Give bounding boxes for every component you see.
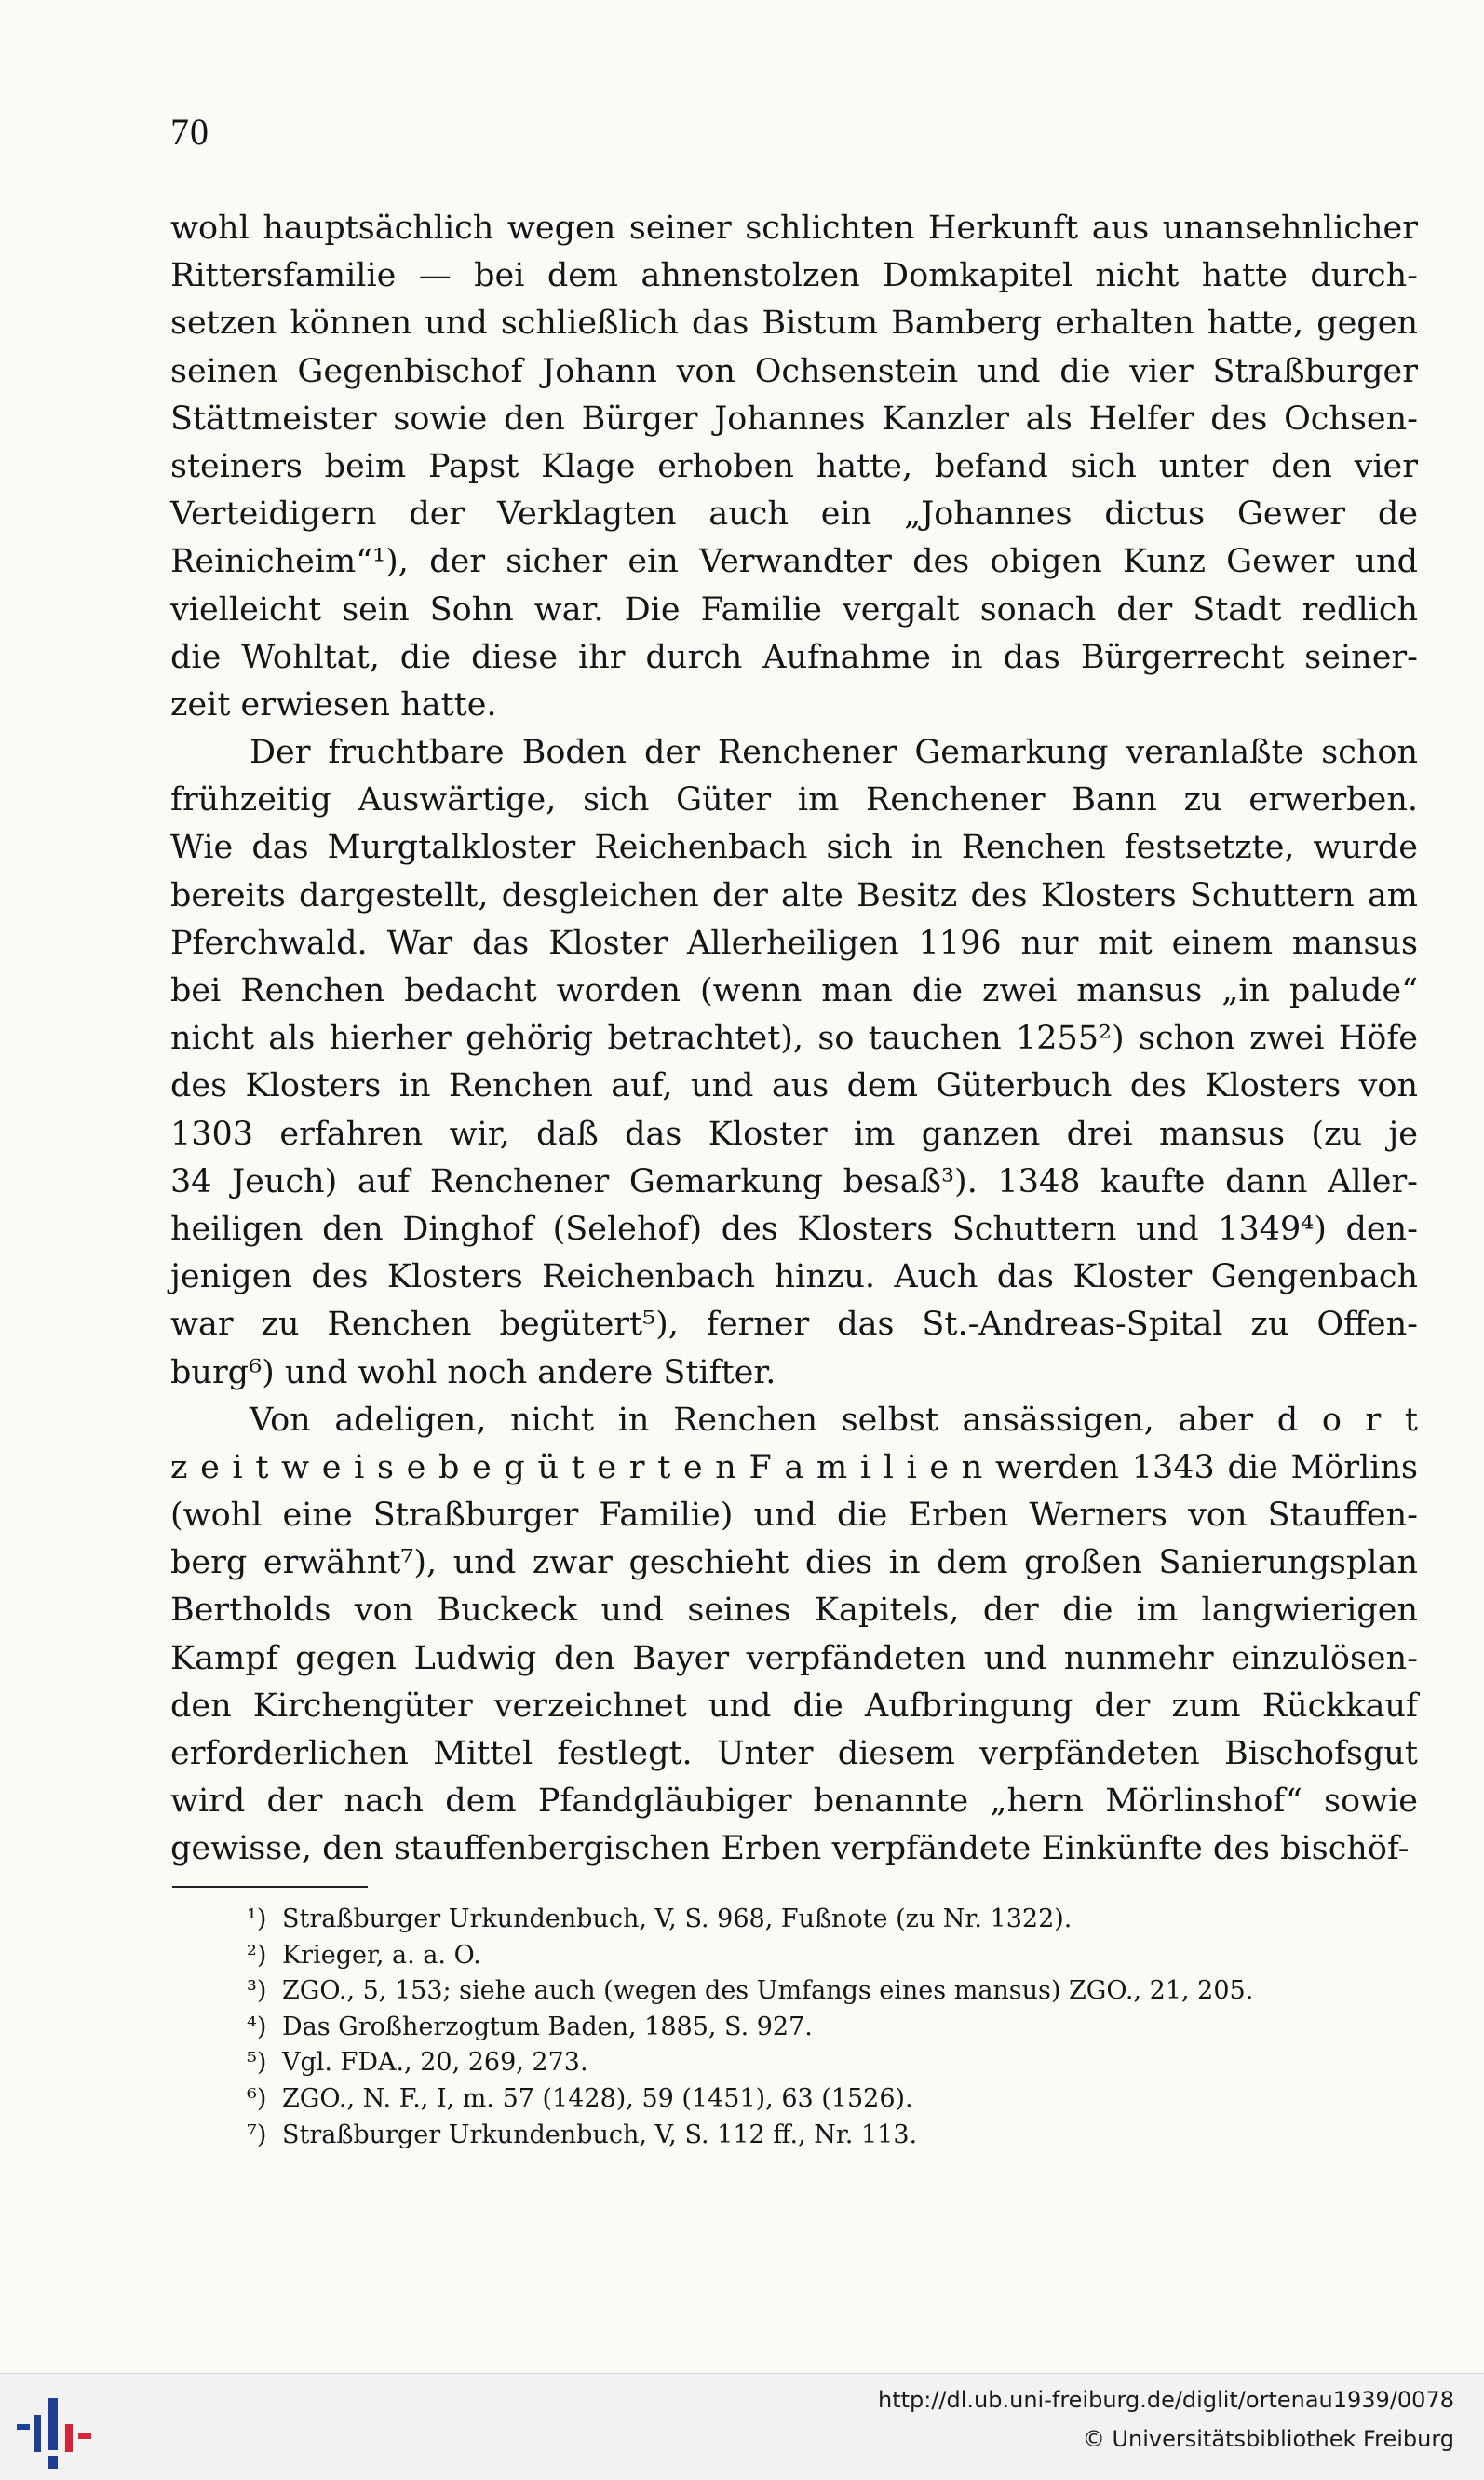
text-line: des Klosters in Renchen auf, und aus dem Güterbuch des Klosters von — [170, 1067, 1418, 1105]
text-line: nicht als hierher gehörig betrachtet), so tauchen 1255²) schon zwei Höfe — [170, 1020, 1418, 1058]
footnote-number: ⁴) — [247, 2012, 267, 2041]
text-line: erforderlichen Mittel festlegt. Unter diesem verpfändeten Bischofsgut — [170, 1735, 1418, 1772]
paragraph — [170, 205, 1418, 729]
footnote-number: ²) — [247, 1940, 267, 1970]
text-line: 34 Jeuch) auf Renchener Gemarkung besaß³). 1348 kaufte dann Aller- — [170, 1162, 1418, 1200]
footnote — [247, 2010, 1429, 2046]
text-line: war zu Renchen begütert⁵), ferner das St.-Andreas-Spital zu Offen- — [170, 1306, 1418, 1344]
text-line: zeit erwiesen hatte. — [170, 685, 497, 724]
text-line: jenigen des Klosters Reichenbach hinzu. Auch das Kloster Gengenbach — [170, 1258, 1418, 1296]
footnote — [247, 2118, 1429, 2154]
text-line: Bertholds von Buckeck und seines Kapitels, der die im langwierigen — [170, 1592, 1418, 1630]
text-line: bereits dargestellt, desgleichen der alte Besitz des Klosters Schuttern am — [170, 876, 1418, 915]
text-line: Pferchwald. War das Kloster Allerheiligen 1196 nur mit einem mansus — [170, 924, 1418, 962]
footnote — [247, 1902, 1429, 1938]
text-line: Reinicheim“¹), der sicher ein Verwandter des obigen Kunz Gewer und — [170, 543, 1418, 581]
text-line: frühzeitig Auswärtige, sich Güter im Renchener Bann zu erwerben. — [170, 781, 1418, 820]
footnote-text: Krieger, a. a. O. — [282, 1940, 481, 1970]
copyright-notice: © Universitätsbibliothek Freiburg — [1082, 2426, 1454, 2452]
footnote-text: Straßburger Urkundenbuch, V, S. 968, Fußnote (zu Nr. 1322). — [282, 1904, 1073, 1933]
text-line: wohl hauptsächlich wegen seiner schlichten Herkunft aus unansehnlicher — [170, 210, 1418, 247]
text-line: wird der nach dem Pfandgläubiger benannte „hern Mörlinshof“ sowie — [170, 1782, 1418, 1821]
footnote — [247, 2081, 1429, 2118]
footnote-text: ZGO., 5, 153; siehe auch (wegen des Umfangs eines mansus) ZGO., 21, 205. — [282, 1976, 1254, 2006]
text-line: (wohl eine Straßburger Familie) und die Erben Werners von Stauffen- — [170, 1497, 1418, 1535]
text-line: Stättmeister sowie den Bürger Johannes Kanzler als Helfer des Ochsen- — [170, 400, 1418, 438]
footnote — [247, 1973, 1429, 2010]
text-line: Der fruchtbare Boden der Renchener Gemarkung veranlaßte schon — [250, 734, 1418, 772]
text-line: Rittersfamilie — bei dem ahnenstolzen Domkapitel nicht hatte durch- — [170, 257, 1418, 295]
text-line: z e i t w e i s e b e g ü t e r t e n F a m i l i e n werden 1343 die Mörlins — [170, 1448, 1418, 1486]
footnote-number: ⁷) — [247, 2120, 267, 2149]
body-text — [170, 205, 1418, 1874]
text-line: burg⁶) und wohl noch andere Stifter. — [170, 1353, 776, 1391]
text-line: setzen können und schließlich das Bistum Bamberg erhalten hatte, gegen — [170, 305, 1418, 343]
text-line: vielleicht sein Sohn war. Die Familie vergalt sonach der Stadt redlich — [170, 590, 1418, 629]
text-line: bei Renchen bedacht worden (wenn man die zwei mansus „in palude“ — [170, 972, 1418, 1010]
footnotes — [247, 1902, 1429, 2153]
footnote-number: ³) — [247, 1976, 267, 2006]
text-line: steiners beim Papst Klage erhoben hatte, befand sich unter den vier — [170, 447, 1418, 485]
footnote-number: ⁵) — [247, 2048, 267, 2078]
text-line: gewisse, den stauffenbergischen Erben verpfändete Einkünfte des bischöf- — [170, 1830, 1410, 1868]
footnote-text: ZGO., N. F., I, m. 57 (1428), 59 (1451), 63 (1526). — [282, 2083, 913, 2113]
footnote — [247, 1938, 1429, 1974]
footnote-rule — [172, 1886, 368, 1888]
paragraph — [170, 1397, 1418, 1874]
text-line: den Kirchengüter verzeichnet und die Aufbringung der zum Rückkauf — [170, 1687, 1418, 1725]
footnote-number: ⁶) — [247, 2083, 267, 2113]
text-line: Wie das Murgtalkloster Reichenbach sich in Renchen festsetzte, wurde — [170, 829, 1418, 867]
text-line: die Wohltat, die diese ihr durch Aufnahme in das Bürgerrecht seiner- — [170, 638, 1418, 676]
text-line: berg erwähnt⁷), und zwar geschieht dies in dem großen Sanierungsplan — [170, 1544, 1418, 1582]
footnote — [247, 2045, 1429, 2081]
footnote-text: Das Großherzogtum Baden, 1885, S. 927. — [282, 2012, 813, 2041]
text-line: Kampf gegen Ludwig den Bayer verpfändeten und nunmehr einzulösen- — [170, 1639, 1418, 1677]
ub-freiburg-logo-icon — [11, 2391, 95, 2474]
footnote-text: Straßburger Urkundenbuch, V, S. 112 ff., Nr. 113. — [282, 2120, 918, 2149]
footnote-number: ¹) — [247, 1904, 267, 1933]
permalink-url[interactable]: http://dl.ub.uni-freiburg.de/diglit/ortenau1939/0078 — [877, 2387, 1454, 2413]
paragraph — [170, 729, 1418, 1397]
text-line: Verteidigern der Verklagten auch ein „Johannes dictus Gewer de — [170, 495, 1418, 534]
footnote-text: Vgl. FDA., 20, 269, 273. — [282, 2048, 588, 2078]
page-number: 70 — [170, 111, 209, 153]
text-line: Von adeligen, nicht in Renchen selbst ansässigen, aber d o r t — [250, 1401, 1418, 1439]
text-line: heiligen den Dinghof (Selehof) des Klosters Schuttern und 1349⁴) den- — [170, 1210, 1418, 1248]
text-line: seinen Gegenbischof Johann von Ochsenstein und die vier Straßburger — [170, 352, 1418, 390]
text-line: 1303 erfahren wir, daß das Kloster im ganzen drei mansus (zu je — [170, 1115, 1418, 1153]
